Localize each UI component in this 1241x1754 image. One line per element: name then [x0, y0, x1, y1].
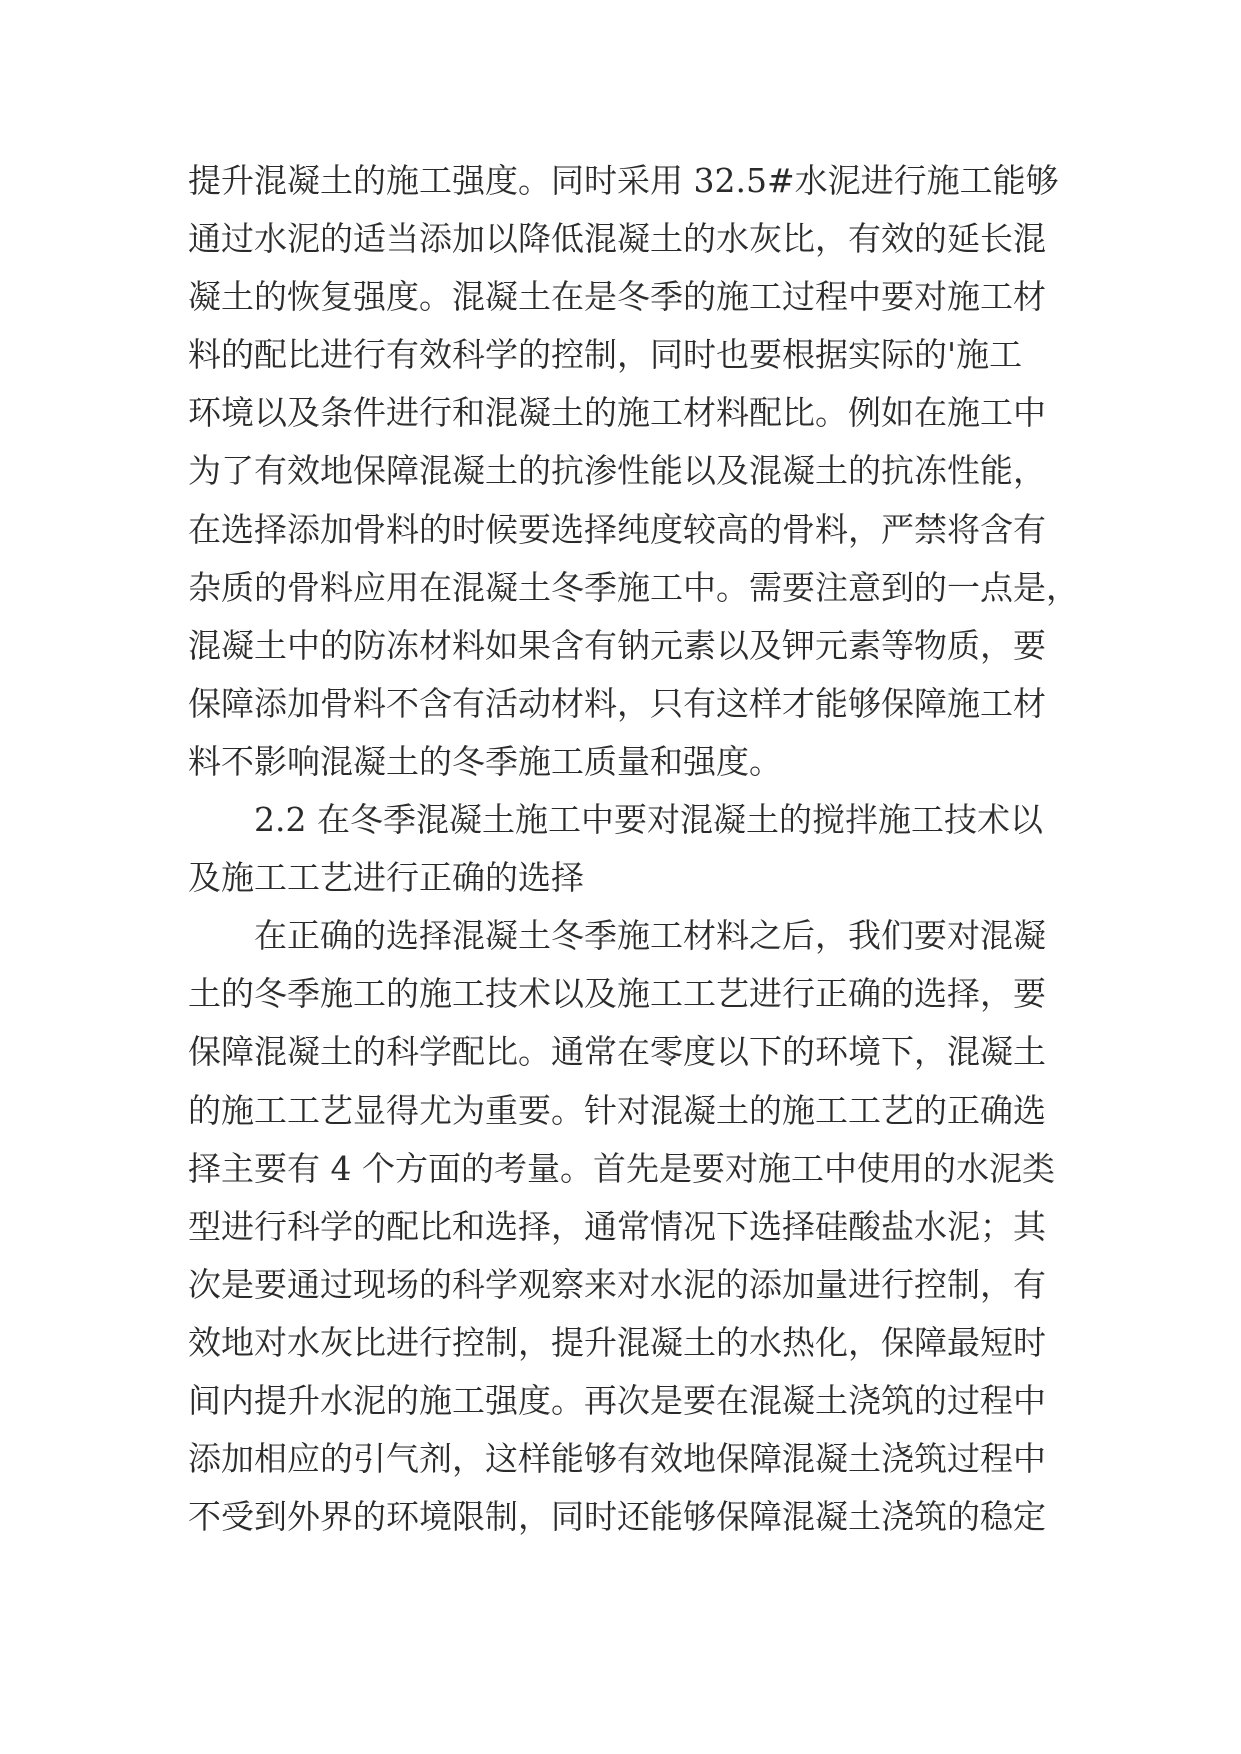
text-line: 混凝土中的防冻材料如果含有钠元素以及钾元素等物质，要 — [188, 625, 1046, 665]
text-line: 效地对水灰比进行控制，提升混凝土的水热化，保障最短时 — [188, 1322, 1046, 1362]
text-line: 择主要有 4 个方面的考量。首先是要对施工中使用的水泥类 — [188, 1148, 1055, 1188]
text-line: 的施工工艺显得尤为重要。针对混凝土的施工工艺的正确选 — [188, 1090, 1046, 1130]
text-line: 添加相应的引气剂，这样能够有效地保障混凝土浇筑过程中 — [188, 1439, 1046, 1479]
text-line: 土的冬季施工的施工技术以及施工工艺进行正确的选择，要 — [188, 974, 1046, 1014]
text-line: 次是要通过现场的科学观察来对水泥的添加量进行控制，有 — [188, 1264, 1046, 1304]
text-line: 间内提升水泥的施工强度。再次是要在混凝土浇筑的过程中 — [188, 1380, 1046, 1420]
text-line: 型进行科学的配比和选择，通常情况下选择硅酸盐水泥；其 — [188, 1206, 1046, 1246]
text-line: 在正确的选择混凝土冬季施工材料之后，我们要对混凝 — [254, 916, 1046, 956]
document-body — [188, 152, 1079, 1546]
text-line: 提升混凝土的施工强度。同时采用 32.5#水泥进行施工能够 — [188, 161, 1059, 200]
text-line: 及施工工艺进行正确的选择 — [188, 858, 584, 898]
text-line: 不受到外界的环境限制，同时还能够保障混凝土浇筑的稳定 — [188, 1497, 1046, 1537]
text-line: 料不影响混凝土的冬季施工质量和强度。 — [188, 741, 782, 781]
text-line: 环境以及条件进行和混凝土的施工材料配比。例如在施工中 — [188, 393, 1046, 433]
text-line: 在选择添加骨料的时候要选择纯度较高的骨料，严禁将含有 — [188, 509, 1046, 549]
text-line: 2.2 在冬季混凝土施工中要对混凝土的搅拌施工技术以 — [254, 800, 1043, 840]
text-line: 为了有效地保障混凝土的抗渗性能以及混凝土的抗冻性能， — [188, 451, 1046, 491]
text-line: 保障添加骨料不含有活动材料，只有这样才能够保障施工材 — [188, 683, 1046, 723]
text-line: 杂质的骨料应用在混凝土冬季施工中。需要注意到的一点是， — [188, 567, 1079, 607]
text-line: 料的配比进行有效科学的控制，同时也要根据实际的'施工 — [188, 335, 1023, 375]
text-line: 通过水泥的适当添加以降低混凝土的水灰比，有效的延长混 — [188, 219, 1046, 259]
text-line: 凝土的恢复强度。混凝土在是冬季的施工过程中要对施工材 — [188, 277, 1046, 317]
text-line: 保障混凝土的科学配比。通常在零度以下的环境下，混凝土 — [188, 1032, 1046, 1072]
